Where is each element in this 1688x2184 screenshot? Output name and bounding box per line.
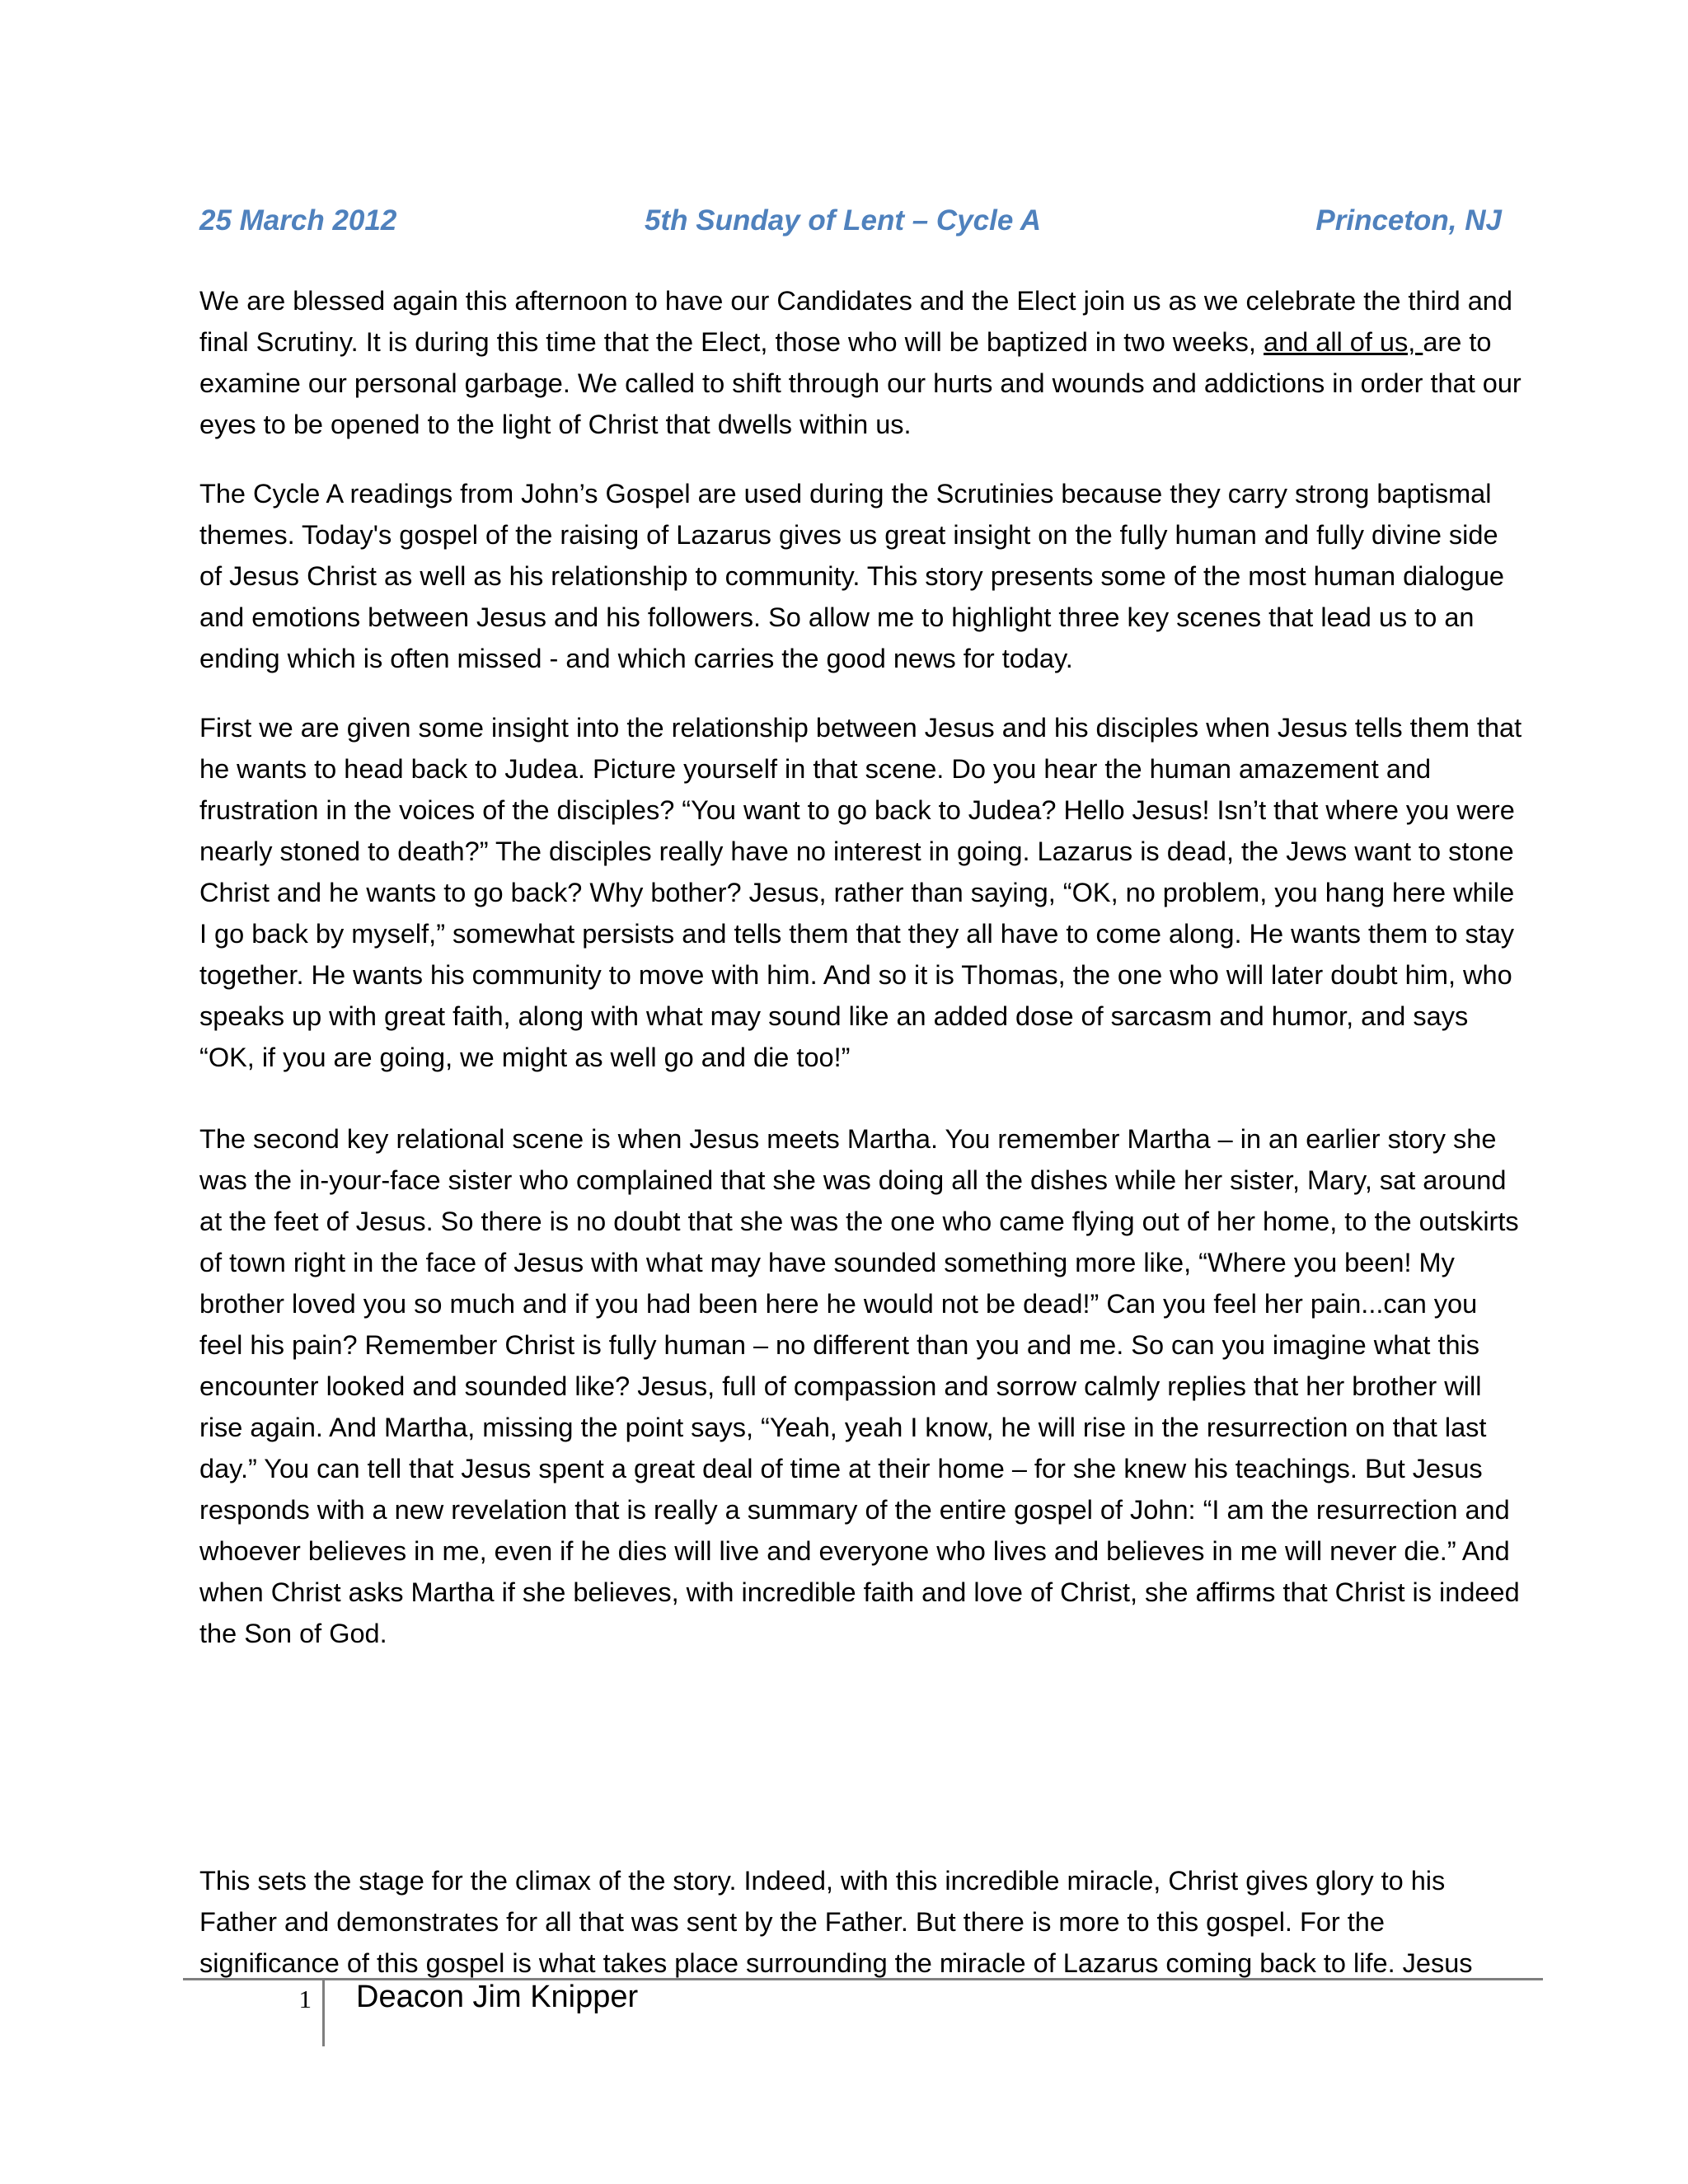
footer-author: Deacon Jim Knipper xyxy=(356,1980,639,2014)
header-date: 25 March 2012 xyxy=(199,204,397,237)
footer-divider xyxy=(322,1980,325,2046)
paragraph-5-text: This sets the stage for the climax of the story. Indeed, with this incredible miracle, Christ gives glory to his Father and demonstrates for all that was sent by the Father. But there is more to this gospel. For the significance of this gospel is what takes place surrounding the miracle of Lazarus coming back to life. Jesus xyxy=(199,1866,1473,1978)
page-number: 1 xyxy=(298,1985,312,2013)
header-location: Princeton, NJ xyxy=(1315,204,1502,237)
header-title: 5th Sunday of Lent – Cycle A xyxy=(645,204,1042,237)
paragraph-2 xyxy=(199,473,1526,679)
paragraph-2-text: The Cycle A readings from John’s Gospel are used during the Scrutinies because they carry strong baptismal themes. Today's gospel of the raising of Lazarus gives us great insight on the fully human and fully divine side of Jesus Christ as well as his relationship to community. This story presents some of the most human dialogue and emotions between Jesus and his followers. So allow me to highlight three key scenes that lead us to an ending which is often missed - and which carries the good news for today. xyxy=(199,479,1504,673)
paragraph-1-text-continued: are to examine our personal garbage. We called to shift through our hurts and wounds and addictions in order that our eyes to be opened to the light of Christ that dwells within us. xyxy=(199,327,1522,439)
paragraph-3 xyxy=(199,707,1526,1078)
paragraph-5 xyxy=(199,1860,1526,1984)
paragraph-4-text: The second key relational scene is when Jesus meets Martha. You remember Martha – in an earlier story she was the in-your-face sister who complained that she was doing all the dishes while her sister, Mary, sat around at the feet of Jesus. So there is no doubt that she was the one who came flying out of her home, to the outskirts of town right in the face of Jesus with what may have sounded something more like, “Where you been! My brother loved you so much and if you had been here he would not be dead!” Can you feel her pain...can you feel his pain? Remember Christ is fully human – no different than you and me. So can you imagine what this encounter looked and sounded like? Jesus, full of compassion and sorrow calmly replies that her brother will rise again. And Martha, missing the point says, “Yeah, yeah I know, he will rise in the resurrection on that last day.” You can tell that Jesus spent a great deal of time at their home – for she knew his teachings. But Jesus responds with a new revelation that is really a summary of the entire gospel of John: “I am the resurrection and whoever believes in me, even if he dies will live and everyone who lives and believes in me will never die.” And when Christ asks Martha if she believes, with incredible faith and love of Christ, she affirms that Christ is indeed the Son of God. xyxy=(199,1124,1520,1648)
paragraph-3-text: First we are given some insight into the relationship between Jesus and his disciples when Jesus tells them that he wants to head back to Judea. Picture yourself in that scene. Do you hear the human amazement and frustration in the voices of the disciples? “You want to go back to Judea? Hello Jesus! Isn’t that where you were nearly stoned to death?” The disciples really have no interest in going. Lazarus is dead, the Jews want to stone Christ and he wants to go back? Why bother? Jesus, rather than saying, “OK, no problem, you hang here while I go back by myself,” somewhat persists and tells them that they all have to come along. He wants them to stay together. He wants his community to move with him. And so it is Thomas, the one who will later doubt him, who speaks up with great faith, along with what may sound like an added dose of sarcasm and humor, and says “OK, if you are going, we might as well go and die too!” xyxy=(199,713,1522,1072)
paragraph-1 xyxy=(199,280,1526,445)
underlined-phrase: and all of us, xyxy=(1264,327,1423,357)
page-header xyxy=(199,204,1502,246)
paragraph-1-text: We are blessed again this afternoon to have our Candidates and the Elect join us as we celebrate the third and final Scrutiny. It is during this time that the Elect, those who will be baptized in two weeks, xyxy=(199,286,1512,357)
paragraph-4 xyxy=(199,1118,1526,1654)
